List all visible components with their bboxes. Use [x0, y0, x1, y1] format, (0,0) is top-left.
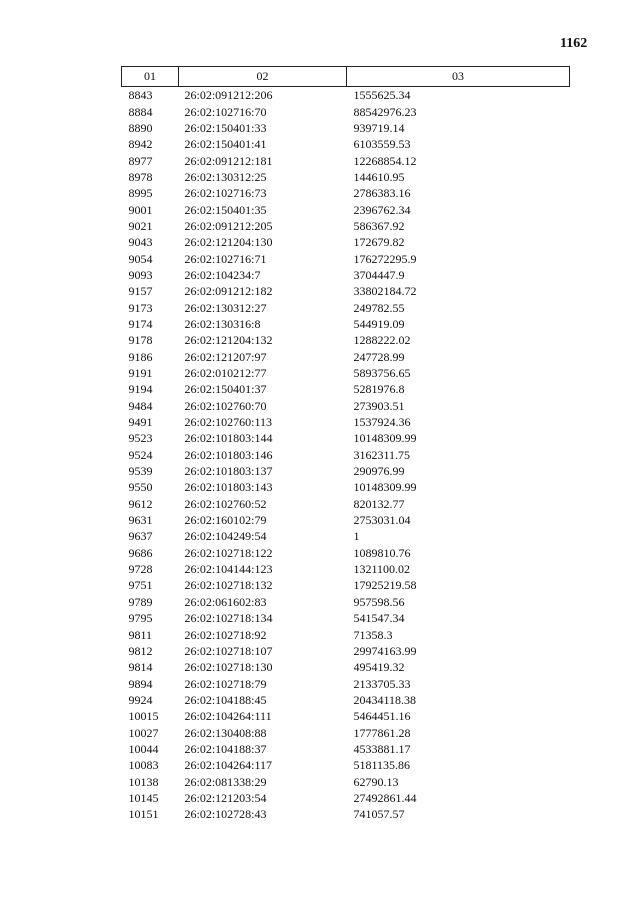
cadastral-number-cell: 26:02:102718:122: [184, 545, 273, 560]
value-cell: 495419.32: [353, 660, 405, 675]
row-id-cell: 9637: [128, 529, 153, 544]
table-row: [122, 414, 570, 430]
table-row: [122, 120, 570, 136]
cadastral-number-cell: 26:02:101803:137: [184, 464, 273, 479]
cadastral-number-cell: 26:02:091212:182: [184, 284, 273, 299]
value-cell: 273903.51: [353, 398, 405, 413]
table-row: [122, 757, 570, 773]
row-id-cell: 8884: [128, 104, 153, 119]
cadastral-number-cell: 26:02:104188:37: [184, 741, 267, 756]
value-cell: 1537924.36: [353, 415, 411, 430]
cadastral-number-cell: 26:02:091212:205: [184, 218, 273, 233]
row-id-cell: 10015: [128, 709, 159, 724]
cadastral-number-cell: 26:02:104264:117: [184, 758, 273, 773]
table-row: [122, 479, 570, 495]
cadastral-number-cell: 26:02:104188:45: [184, 692, 267, 707]
cadastral-number-cell: 26:02:130408:88: [184, 725, 267, 740]
value-cell: 12268854.12: [353, 153, 417, 168]
value-cell: 1089810.76: [353, 545, 411, 560]
row-id-cell: 9191: [128, 366, 153, 381]
row-id-cell: 9157: [128, 284, 153, 299]
table-row: [122, 773, 570, 789]
table-row: [122, 496, 570, 512]
value-cell: 1: [353, 529, 360, 544]
row-id-cell: 9021: [128, 218, 153, 233]
value-cell: 5281976.8: [353, 382, 405, 397]
cadastral-number-cell: 26:02:102718:132: [184, 578, 273, 593]
cadastral-number-cell: 26:02:150401:35: [184, 202, 267, 217]
value-cell: 172679.82: [353, 235, 405, 250]
cadastral-number-cell: 26:02:061602:83: [184, 594, 267, 609]
row-id-cell: 10083: [128, 758, 159, 773]
table-header: [122, 67, 570, 87]
value-cell: 741057.57: [353, 807, 405, 822]
row-id-cell: 8978: [128, 169, 153, 184]
value-cell: 88542976.23: [353, 104, 417, 119]
cadastral-number-cell: 26:02:102716:70: [184, 104, 267, 119]
header-row: [122, 67, 570, 87]
table-row: [122, 545, 570, 561]
value-cell: 2786383.16: [353, 186, 411, 201]
row-id-cell: 9484: [128, 398, 153, 413]
row-id-cell: 9924: [128, 692, 153, 707]
value-cell: 290976.99: [353, 464, 405, 479]
cadastral-number-cell: 26:02:160102:79: [184, 513, 267, 528]
value-cell: 586367.92: [353, 218, 405, 233]
value-cell: 176272295.9: [353, 251, 417, 266]
cadastral-number-cell: 26:02:130316:8: [184, 316, 261, 331]
row-id-cell: 9631: [128, 513, 153, 528]
row-id-cell: 9491: [128, 415, 153, 430]
row-id-cell: 8843: [128, 88, 153, 103]
row-id-cell: 10027: [128, 725, 159, 740]
value-cell: 5893756.65: [353, 366, 411, 381]
row-id-cell: 8995: [128, 186, 153, 201]
table-row: [122, 218, 570, 234]
table-row: [122, 790, 570, 806]
column-header-01: 01: [122, 67, 179, 87]
value-cell: 939719.14: [353, 120, 405, 135]
table-row: [122, 103, 570, 119]
row-id-cell: 9043: [128, 235, 153, 250]
row-id-cell: 10044: [128, 741, 159, 756]
row-id-cell: 9812: [128, 643, 153, 658]
cadastral-number-cell: 26:02:101803:143: [184, 480, 273, 495]
cadastral-number-cell: 26:02:102718:107: [184, 643, 273, 658]
cadastral-number-cell: 26:02:102716:73: [184, 186, 267, 201]
cadastral-number-cell: 26:02:091212:181: [184, 153, 273, 168]
value-cell: 4533881.17: [353, 741, 411, 756]
value-cell: 3162311.75: [353, 447, 411, 462]
table-row: [122, 692, 570, 708]
row-id-cell: 9186: [128, 349, 153, 364]
value-cell: 541547.34: [353, 611, 405, 626]
table-row: [122, 169, 570, 185]
table-row: [122, 87, 570, 104]
table-body: [122, 87, 570, 823]
row-id-cell: 9173: [128, 300, 153, 315]
table-row: [122, 610, 570, 626]
cadastral-number-cell: 26:02:104144:123: [184, 562, 273, 577]
cadastral-number-cell: 26:02:121204:130: [184, 235, 273, 250]
table-row: [122, 659, 570, 675]
cadastral-number-cell: 26:02:121204:132: [184, 333, 273, 348]
value-cell: 1777861.28: [353, 725, 411, 740]
row-id-cell: 9686: [128, 545, 153, 560]
table-row: [122, 463, 570, 479]
row-id-cell: 9001: [128, 202, 153, 217]
cadastral-number-cell: 26:02:121207:97: [184, 349, 267, 364]
cadastral-number-cell: 26:02:104234:7: [184, 267, 261, 282]
table-row: [122, 267, 570, 283]
table-row: [122, 136, 570, 152]
table-row: [122, 316, 570, 332]
cadastral-number-cell: 26:02:101803:144: [184, 431, 273, 446]
value-cell: 71358.3: [353, 627, 393, 642]
cadastral-number-cell: 26:02:091212:206: [184, 88, 273, 103]
table-row: [122, 626, 570, 642]
value-cell: 29974163.99: [353, 643, 417, 658]
table-row: [122, 724, 570, 740]
value-cell: 2396762.34: [353, 202, 411, 217]
cadastral-number-cell: 26:02:104264:111: [184, 709, 272, 724]
row-id-cell: 9093: [128, 267, 153, 282]
value-cell: 3704447.9: [353, 267, 405, 282]
row-id-cell: 9524: [128, 447, 153, 462]
value-cell: 10148309.99: [353, 480, 417, 495]
table-row: [122, 528, 570, 544]
table-row: [122, 381, 570, 397]
value-cell: 249782.55: [353, 300, 405, 315]
table-row: [122, 675, 570, 691]
row-id-cell: 8942: [128, 137, 153, 152]
table-row: [122, 806, 570, 822]
value-cell: 2753031.04: [353, 513, 411, 528]
value-cell: 33802184.72: [353, 284, 417, 299]
value-cell: 144610.95: [353, 169, 405, 184]
value-cell: 1288222.02: [353, 333, 411, 348]
table-row: [122, 447, 570, 463]
cadastral-number-cell: 26:02:102718:92: [184, 627, 267, 642]
cadastral-number-cell: 26:02:102760:52: [184, 496, 267, 511]
table-row: [122, 234, 570, 250]
value-cell: 247728.99: [353, 349, 405, 364]
cadastral-number-cell: 26:02:150401:33: [184, 120, 267, 135]
table-row: [122, 185, 570, 201]
row-id-cell: 10145: [128, 790, 159, 805]
value-cell: 17925219.58: [353, 578, 417, 593]
value-cell: 957598.56: [353, 594, 405, 609]
cadastral-number-cell: 26:02:081338:29: [184, 774, 267, 789]
page-number: 1162: [560, 36, 588, 51]
cadastral-number-cell: 26:02:150401:41: [184, 137, 267, 152]
table-row: [122, 594, 570, 610]
cadastral-number-cell: 26:02:121203:54: [184, 790, 267, 805]
cadastral-number-cell: 26:02:101803:146: [184, 447, 273, 462]
value-cell: 20434118.38: [353, 692, 417, 707]
cadastral-number-cell: 26:02:102760:113: [184, 415, 273, 430]
table-row: [122, 283, 570, 299]
row-id-cell: 9550: [128, 480, 153, 495]
value-cell: 5181135.86: [353, 758, 411, 773]
cadastral-number-cell: 26:02:102718:134: [184, 611, 273, 626]
table-row: [122, 201, 570, 217]
cadastral-number-cell: 26:02:102760:70: [184, 398, 267, 413]
value-cell: 5464451.16: [353, 709, 411, 724]
row-id-cell: 9751: [128, 578, 153, 593]
data-table-container: [121, 66, 569, 822]
table-row: [122, 741, 570, 757]
row-id-cell: 10138: [128, 774, 159, 789]
cadastral-number-cell: 26:02:150401:37: [184, 382, 267, 397]
column-header-02: 02: [179, 67, 347, 87]
value-cell: 1321100.02: [353, 562, 411, 577]
row-id-cell: 9728: [128, 562, 153, 577]
value-cell: 6103559.53: [353, 137, 411, 152]
cadastral-number-cell: 26:02:104249:54: [184, 529, 267, 544]
row-id-cell: 9789: [128, 594, 153, 609]
table-row: [122, 512, 570, 528]
row-id-cell: 9523: [128, 431, 153, 446]
value-cell: 544919.09: [353, 316, 405, 331]
table-row: [122, 152, 570, 168]
table-row: [122, 643, 570, 659]
value-cell: 27492861.44: [353, 790, 417, 805]
cadastral-number-cell: 26:02:130312:27: [184, 300, 267, 315]
table-row: [122, 398, 570, 414]
value-cell: 820132.77: [353, 496, 405, 511]
table-row: [122, 250, 570, 266]
row-id-cell: 9612: [128, 496, 153, 511]
value-cell: 2133705.33: [353, 676, 411, 691]
column-header-03: 03: [347, 67, 570, 87]
row-id-cell: 9178: [128, 333, 153, 348]
table-row: [122, 365, 570, 381]
row-id-cell: 9811: [128, 627, 153, 642]
cadastral-number-cell: 26:02:130312:25: [184, 169, 267, 184]
table-row: [122, 299, 570, 315]
cadastral-number-cell: 26:02:102728:43: [184, 807, 267, 822]
table-row: [122, 430, 570, 446]
row-id-cell: 9194: [128, 382, 153, 397]
table-row: [122, 349, 570, 365]
row-id-cell: 9894: [128, 676, 153, 691]
row-id-cell: 9054: [128, 251, 153, 266]
row-id-cell: 8890: [128, 120, 153, 135]
table-row: [122, 708, 570, 724]
row-id-cell: 9174: [128, 316, 153, 331]
cadastral-number-cell: 26:02:010212:77: [184, 366, 267, 381]
data-table: [121, 66, 570, 822]
cadastral-number-cell: 26:02:102716:71: [184, 251, 267, 266]
row-id-cell: 8977: [128, 153, 153, 168]
row-id-cell: 10151: [128, 807, 159, 822]
table-row: [122, 332, 570, 348]
row-id-cell: 9814: [128, 660, 153, 675]
value-cell: 10148309.99: [353, 431, 417, 446]
row-id-cell: 9539: [128, 464, 153, 479]
table-row: [122, 561, 570, 577]
value-cell: 1555625.34: [353, 88, 411, 103]
table-row: [122, 577, 570, 593]
cadastral-number-cell: 26:02:102718:130: [184, 660, 273, 675]
cadastral-number-cell: 26:02:102718:79: [184, 676, 267, 691]
value-cell: 62790.13: [353, 774, 399, 789]
row-id-cell: 9795: [128, 611, 153, 626]
